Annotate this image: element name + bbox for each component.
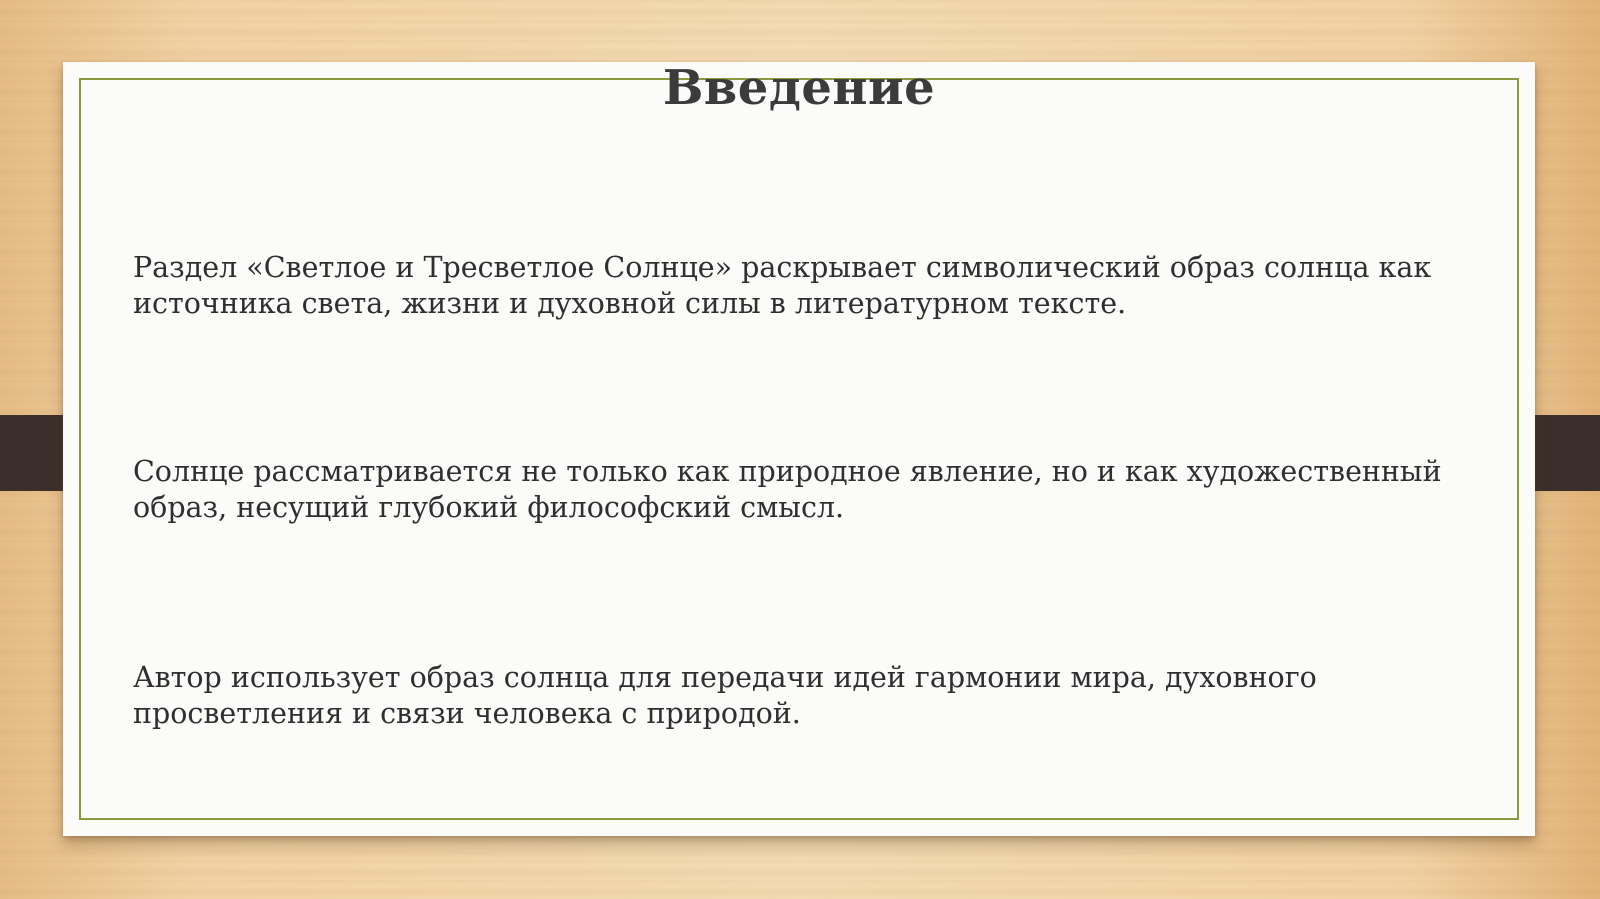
slide-paper <box>63 62 1535 836</box>
slide-title: Введение <box>662 60 936 116</box>
paragraph-2: Солнце рассматривается не только как природное явление, но и как художественный образ, несущий глубокий философский смысл. <box>133 455 1442 524</box>
paragraph-3: Автор использует образ солнца для передачи идей гармонии мира, духовного просветления и связи человека с природой. <box>133 661 1317 730</box>
paragraph-1: Раздел «Светлое и Тресветлое Солнце» раскрывает символический образ солнца как источника света, жизни и духовной силы в литературном тексте. <box>133 251 1432 320</box>
